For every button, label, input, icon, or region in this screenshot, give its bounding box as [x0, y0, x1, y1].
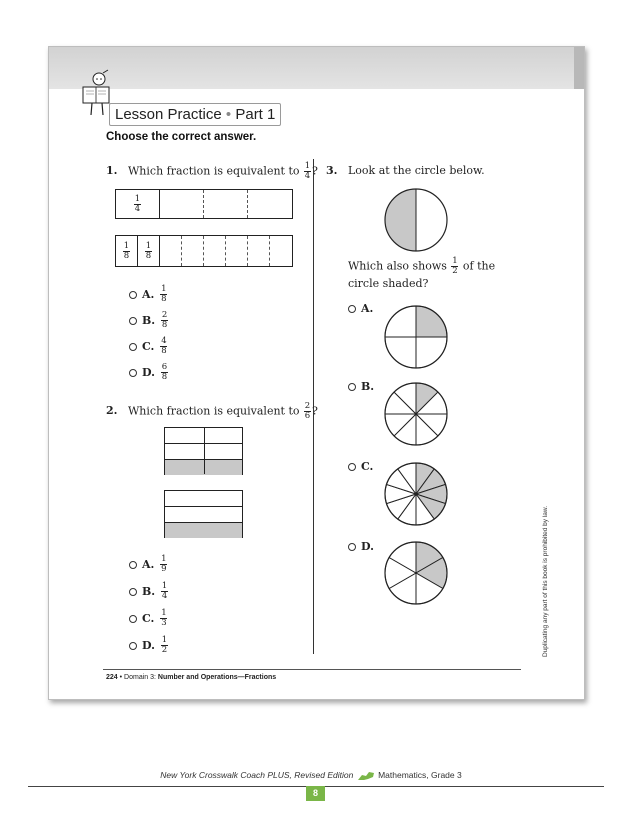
answer-bubble[interactable]	[348, 383, 356, 391]
lesson-title: Lesson Practice • Part 1	[109, 103, 281, 126]
answer-bubble[interactable]	[348, 543, 356, 551]
sixths-grid	[164, 427, 243, 475]
q3-pie-a	[383, 304, 449, 370]
answer-bubble[interactable]	[129, 588, 137, 596]
q2-choice-b[interactable]: B. $\frac{1}{4}$	[129, 582, 169, 601]
q3-number: 3.	[326, 164, 338, 177]
q1-choice-a[interactable]: A. $\frac{1}{8}$	[129, 285, 168, 304]
answer-bubble[interactable]	[348, 463, 356, 471]
q3-pie-b	[383, 381, 449, 447]
q3-question: Look at the circle below.	[348, 164, 485, 177]
answer-bubble[interactable]	[129, 615, 137, 623]
q1-question: Which fraction is equivalent to $\frac{1}{4}$ ?	[128, 161, 318, 181]
q2-question: Which fraction is equivalent to $\frac{2}{6}$ ?	[128, 401, 318, 421]
q1-fraction: $\frac{1}{4}$	[304, 161, 311, 181]
answer-bubble[interactable]	[348, 305, 356, 313]
q3-pie-c	[383, 461, 449, 527]
answer-bubble[interactable]	[129, 291, 137, 299]
copyright-note: Duplicating any part of this book is prohibited by law.	[542, 505, 549, 657]
eighths-bar: $\frac{1}{8}$ $\frac{1}{8}$	[115, 235, 293, 267]
q1-choice-c[interactable]: C. $\frac{4}{8}$	[129, 337, 168, 356]
q2-choice-a[interactable]: A. $\frac{1}{9}$	[129, 555, 168, 574]
q3-choice-c[interactable]: C.	[348, 460, 373, 473]
q3-prompt: Which also shows $\frac{1}{2}$ of the circle shaded?	[348, 256, 496, 290]
q1-number: 1.	[106, 164, 118, 177]
answer-bubble[interactable]	[129, 642, 137, 650]
q1-choice-b[interactable]: B. $\frac{2}{8}$	[129, 311, 169, 330]
footer-rule	[103, 669, 521, 670]
q3-choice-a[interactable]: A.	[348, 302, 373, 315]
q3-choice-d[interactable]: D.	[348, 540, 374, 553]
page-number-badge: 8	[306, 786, 325, 801]
worksheet-page	[48, 46, 585, 700]
q1-choice-d[interactable]: D. $\frac{6}{8}$	[129, 363, 169, 382]
answer-bubble[interactable]	[129, 369, 137, 377]
fourths-bar: $\frac{1}{4}$	[115, 189, 293, 219]
thirds-grid	[164, 490, 243, 538]
answer-bubble[interactable]	[129, 561, 137, 569]
ny-state-logo-icon	[356, 771, 376, 781]
book-caption: New York Crosswalk Coach PLUS, Revised Edition Mathematics, Grade 3	[160, 770, 462, 780]
q2-fraction: $\frac{2}{6}$	[304, 401, 311, 421]
answer-bubble[interactable]	[129, 343, 137, 351]
q2-choice-c[interactable]: C. $\frac{1}{3}$	[129, 609, 168, 628]
instruction-text: Choose the correct answer.	[106, 131, 257, 143]
q2-choice-d[interactable]: D. $\frac{1}{2}$	[129, 636, 169, 655]
q3-choice-b[interactable]: B.	[348, 380, 374, 393]
answer-bubble[interactable]	[129, 317, 137, 325]
header-band	[49, 47, 584, 89]
page-footer: 224 • Domain 3: Number and Operations—Fractions	[106, 674, 277, 681]
q3-half-circle	[383, 187, 449, 253]
q2-number: 2.	[106, 404, 118, 417]
q3-pie-d	[383, 540, 449, 606]
